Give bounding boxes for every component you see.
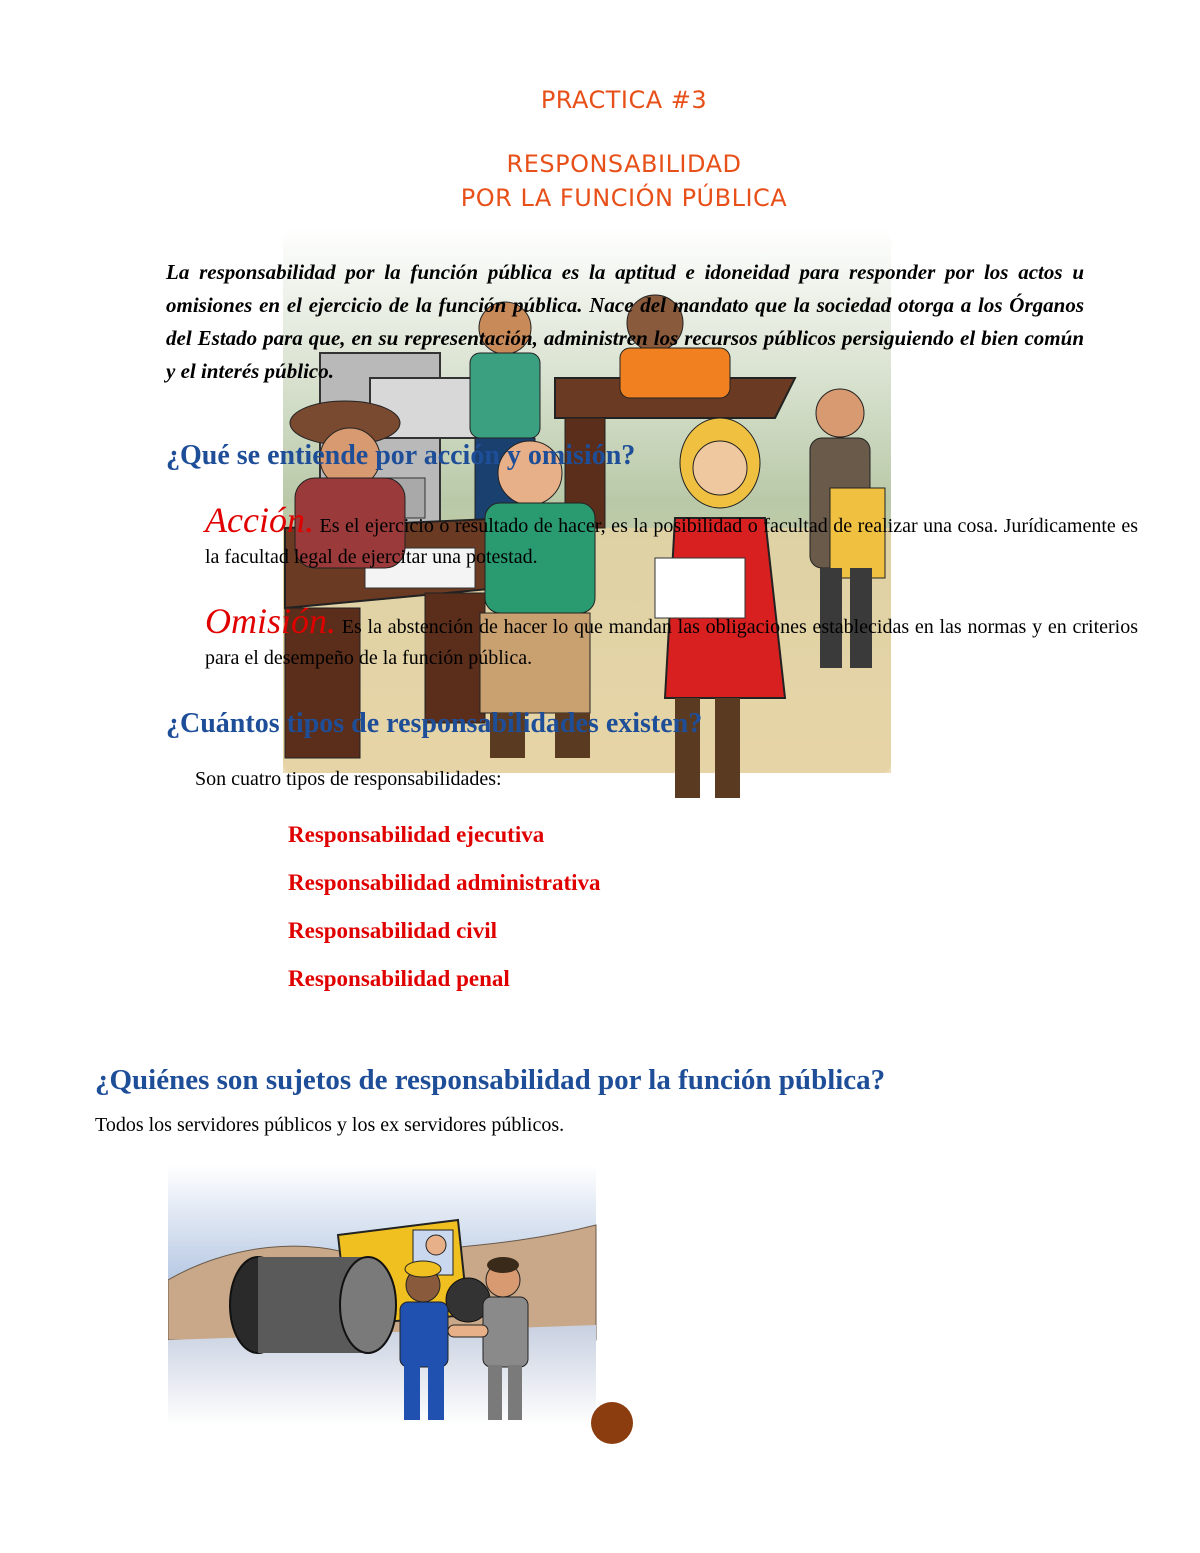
question-tipos: ¿Cuántos tipos de responsabilidades existen? [166,708,703,739]
definition-accion-text: Es el ejercicio o resultado de hacer, es la posibilidad o facultad de realizar una cosa. Jurídicamente es la facultad legal de ejercitar una potestad. [205,515,1138,568]
definition-omision-text: Es la abstención de hacer lo que mandan las obligaciones establecidas en las normas y en criterios para el desempeño de la función pública. [205,616,1138,669]
list-item: Responsabilidad penal [288,966,510,991]
document-title-line1: RESPONSABILIDAD [506,150,742,178]
question-sujetos: ¿Quiénes son sujetos de responsabilidad por la función pública? [95,1064,886,1096]
intro-paragraph: La responsabilidad por la función pública es la aptitud e idoneidad para responder por los actos u omisiones en el ejercicio de la función pública. Nace del mandato que la sociedad otorga a los Órganos del Estado para que, en su representación, administren los recursos públicos persiguiendo el bien común y el interés público. [166,260,1084,383]
term-accion: Acción. [205,500,314,540]
tipos-lead: Son cuatro tipos de responsabilidades: [195,768,502,790]
sujetos-answer: Todos los servidores públicos y los ex servidores públicos. [95,1114,565,1136]
list-item: Responsabilidad ejecutiva [288,822,545,847]
definition-accion [205,500,1138,573]
construction-illustration [168,1165,638,1447]
document-title-line2: POR LA FUNCIÓN PÚBLICA [460,184,788,212]
definition-omision [205,601,1138,674]
list-item: Responsabilidad civil [288,918,497,943]
term-omision: Omisión. [205,601,337,641]
list-item: Responsabilidad administrativa [288,870,601,895]
question-accion-omision: ¿Qué se entiende por acción y omisión? [166,440,636,471]
practice-title: PRACTICA #3 [540,86,708,114]
